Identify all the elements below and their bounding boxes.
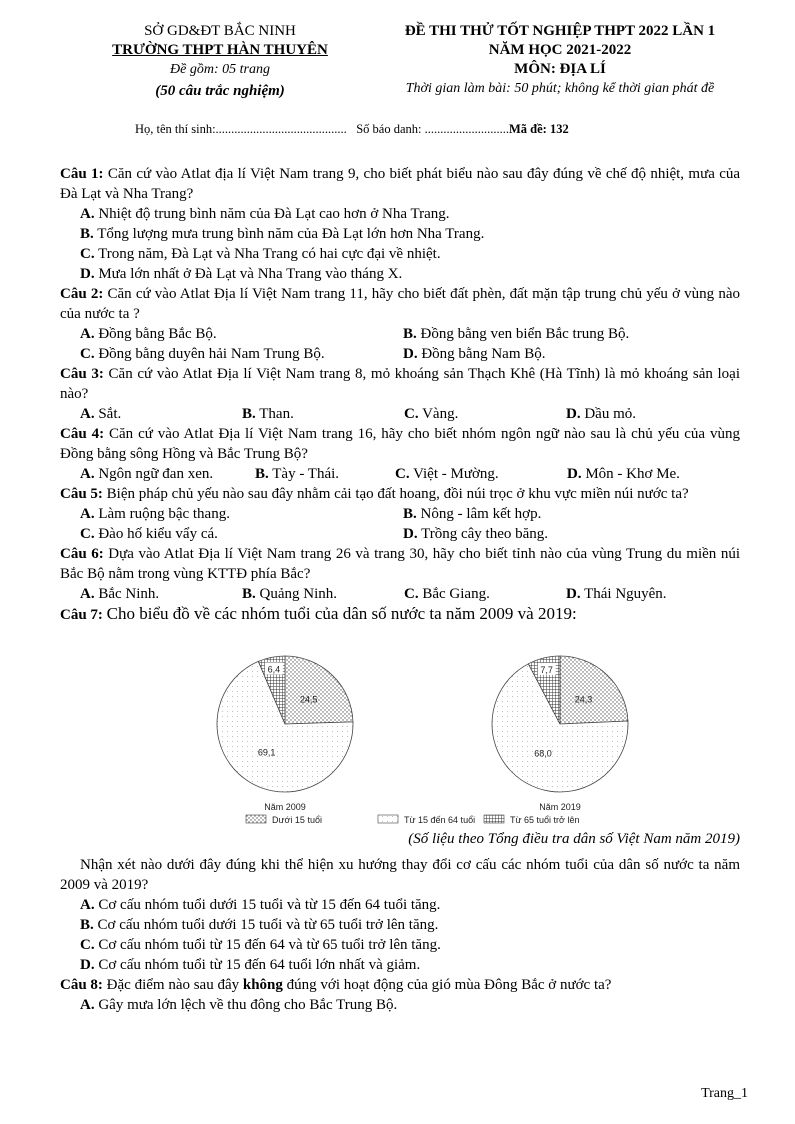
q7-option-c[interactable]: C. Cơ cấu nhóm tuổi từ 15 đến 64 và từ 65 tuổi trở lên tăng. — [80, 937, 441, 953]
q6-options-row — [60, 584, 740, 604]
q6-option-a[interactable]: A. Bắc Ninh. — [80, 586, 160, 602]
pie-0-year-label: Năm 2009 — [264, 802, 306, 812]
question-3: Câu 3: Căn cứ vào Atlat Địa lí Việt Nam trang 8, mỏ khoáng sản Thạch Khê (Hà Tĩnh) là mỏ khoáng sản loại nào? — [60, 366, 741, 402]
legend-swatch-1 — [378, 815, 398, 823]
pie-1-slice-0 — [560, 656, 628, 724]
q2-option-c[interactable]: C. Đồng bằng duyên hải Nam Trung Bộ. — [80, 346, 325, 362]
question-4: Câu 4: Căn cứ vào Atlat Địa lí Việt Nam trang 16, hãy cho biết nhóm ngôn ngữ nào sau là chủ yếu của vùng Đồng bằng sông Hồng và Bắc Trung Bộ? — [60, 426, 741, 462]
question-5: Câu 5: Biện pháp chủ yếu nào sau đây nhằm cải tạo đất hoang, đồi núi trọc ở khu vực miền núi nước ta? — [60, 486, 689, 502]
q7-option-b[interactable]: B. Cơ cấu nhóm tuổi dưới 15 tuổi và từ 65 tuổi trở lên tăng. — [80, 917, 439, 933]
q2-options-row-1 — [60, 324, 740, 344]
question-1: Câu 1: Căn cứ vào Atlat địa lí Việt Nam trang 9, cho biết phát biểu nào sau đây đúng về chế độ nhiệt, mưa của Đà Lạt và Nha Trang? — [60, 166, 741, 202]
q5-options-row-2 — [60, 524, 740, 544]
header-left — [70, 22, 370, 101]
q8-option-a[interactable]: A. Gây mưa lớn lệch về thu đông cho Bắc Trung Bộ. — [80, 997, 398, 1013]
q7-option-a[interactable]: A. Cơ cấu nhóm tuổi dưới 15 tuổi và từ 15 đến 64 tuổi tăng. — [80, 897, 441, 913]
q3-option-c[interactable]: C. Vàng. — [404, 406, 459, 422]
pie-0-value-label-2: 6,4 — [267, 664, 281, 675]
q3-options-row — [60, 404, 740, 424]
q6-option-b[interactable]: B. Quảng Ninh. — [242, 586, 338, 602]
exam-code-label: Mã đề: — [508, 122, 547, 136]
subject: MÔN: ĐỊA LÍ — [514, 61, 606, 77]
page-count: Đề gồm: 05 trang — [170, 62, 270, 77]
q1-option-a[interactable]: A. Nhiệt độ trung bình năm của Đà Lạt cao hơn ở Nha Trang. — [80, 206, 450, 222]
time-limit: Thời gian làm bài: 50 phút; không kể thời gian phát đề — [405, 81, 715, 96]
school-name: TRƯỜNG THPT HÀN THUYÊN — [112, 42, 328, 58]
legend-swatch-2 — [484, 815, 504, 823]
department-name: SỞ GD&ĐT BẮC NINH — [144, 23, 296, 39]
q5-options-row-1 — [60, 504, 740, 524]
question-2: Câu 2: Căn cứ vào Atlat Địa lí Việt Nam trang 11, hãy cho biết đất phèn, đất mặn tập trung chủ yếu ở vùng nào của nước ta ? — [60, 286, 740, 322]
q5-option-a[interactable]: A. Làm ruộng bậc thang. — [80, 506, 230, 522]
question-list — [60, 164, 740, 1015]
q5-option-b[interactable]: B. Nông - lâm kết hợp. — [403, 506, 542, 522]
pie-0-slice-0 — [285, 656, 353, 724]
pie-1-value-label-0: 24,3 — [574, 694, 593, 705]
chart-source: (Số liệu theo Tổng điều tra dân số Việt Nam năm 2019) — [408, 831, 740, 847]
question-6: Câu 6: Dựa vào Atlat Địa lí Việt Nam trang 26 và trang 30, hãy cho biết tỉnh nào của vùng Trung du miền núi Bắc Bộ nằm trong vùng KTTĐ phía Bắc? — [60, 546, 741, 582]
q5-option-d[interactable]: D. Trồng cây theo băng. — [403, 526, 549, 542]
pie-1-year-label: Năm 2019 — [539, 802, 581, 812]
q6-option-c[interactable]: C. Bắc Giang. — [404, 586, 490, 602]
q2-option-b[interactable]: B. Đồng bằng ven biển Bắc trung Bộ. — [403, 326, 630, 342]
question-7: Câu 7: Cho biểu đồ về các nhóm tuổi của dân số nước ta năm 2009 và 2019: — [60, 604, 577, 623]
pie-chart-figure — [60, 629, 740, 829]
q4-option-c[interactable]: C. Việt - Mường. — [395, 466, 499, 482]
q1-option-c[interactable]: C. Trong năm, Đà Lạt và Nha Trang có hai cực đại về nhiệt. — [80, 246, 441, 262]
q7-option-d[interactable]: D. Cơ cấu nhóm tuổi từ 15 đến 64 tuổi lớn nhất và giảm. — [80, 957, 421, 973]
legend-label-0: Dưới 15 tuổi — [272, 815, 322, 825]
question-8: Câu 8: Đặc điểm nào sau đây không đúng với hoạt động của gió mùa Đông Bắc ở nước ta? — [60, 977, 612, 993]
school-year: NĂM HỌC 2021-2022 — [488, 42, 632, 58]
q4-option-b[interactable]: B. Tày - Thái. — [255, 466, 340, 482]
q2-option-d[interactable]: D. Đồng bằng Nam Bộ. — [403, 346, 546, 362]
exam-code: 132 — [549, 122, 569, 136]
pie-1-value-label-1: 68,0 — [534, 748, 552, 759]
q1-option-d[interactable]: D. Mưa lớn nhất ở Đà Lạt và Nha Trang vào tháng X. — [80, 266, 403, 282]
pie-0-value-label-0: 24,5 — [299, 694, 318, 705]
candidate-name-field: Họ, tên thí sinh:.......................................... — [135, 122, 347, 136]
pie-charts-svg — [60, 629, 740, 829]
page-number: Trang_1 — [701, 1086, 748, 1101]
q3-option-a[interactable]: A. Sắt. — [80, 406, 122, 422]
candidate-id-field: Số báo danh: ........................... — [356, 122, 509, 136]
candidate-line — [135, 122, 569, 137]
q3-option-d[interactable]: D. Dầu mỏ. — [566, 406, 637, 422]
pie-1-value-label-2: 7,7 — [540, 664, 553, 675]
q2-option-a[interactable]: A. Đồng bằng Bắc Bộ. — [80, 326, 217, 342]
legend-swatch-0 — [246, 815, 266, 823]
q2-options-row-2 — [60, 344, 740, 364]
legend-label-2: Từ 65 tuổi trở lên — [510, 815, 580, 825]
q5-option-c[interactable]: C. Đào hố kiểu vẩy cá. — [80, 526, 218, 542]
question-count: (50 câu trắc nghiệm) — [155, 83, 285, 99]
q1-option-b[interactable]: B. Tổng lượng mưa trung bình năm của Đà Lạt lớn hơn Nha Trang. — [80, 226, 485, 242]
pie-0-value-label-1: 69,1 — [257, 747, 276, 758]
q4-options-row — [60, 464, 740, 484]
q4-option-a[interactable]: A. Ngôn ngữ đan xen. — [80, 466, 214, 482]
header-right — [350, 22, 770, 98]
legend-label-1: Từ 15 đến 64 tuổi — [404, 815, 476, 825]
exam-title: ĐỀ THI THỬ TỐT NGHIỆP THPT 2022 LẦN 1 — [404, 23, 716, 39]
q3-option-b[interactable]: B. Than. — [242, 406, 294, 422]
q4-option-d[interactable]: D. Môn - Khơ Me. — [567, 466, 680, 482]
question-7-stem: Nhận xét nào dưới đây đúng khi thể hiện xu hướng thay đổi cơ cấu các nhóm tuổi của dân số nước ta năm 2009 và 2019? — [60, 857, 740, 893]
q6-option-d[interactable]: D. Thái Nguyên. — [566, 586, 667, 602]
